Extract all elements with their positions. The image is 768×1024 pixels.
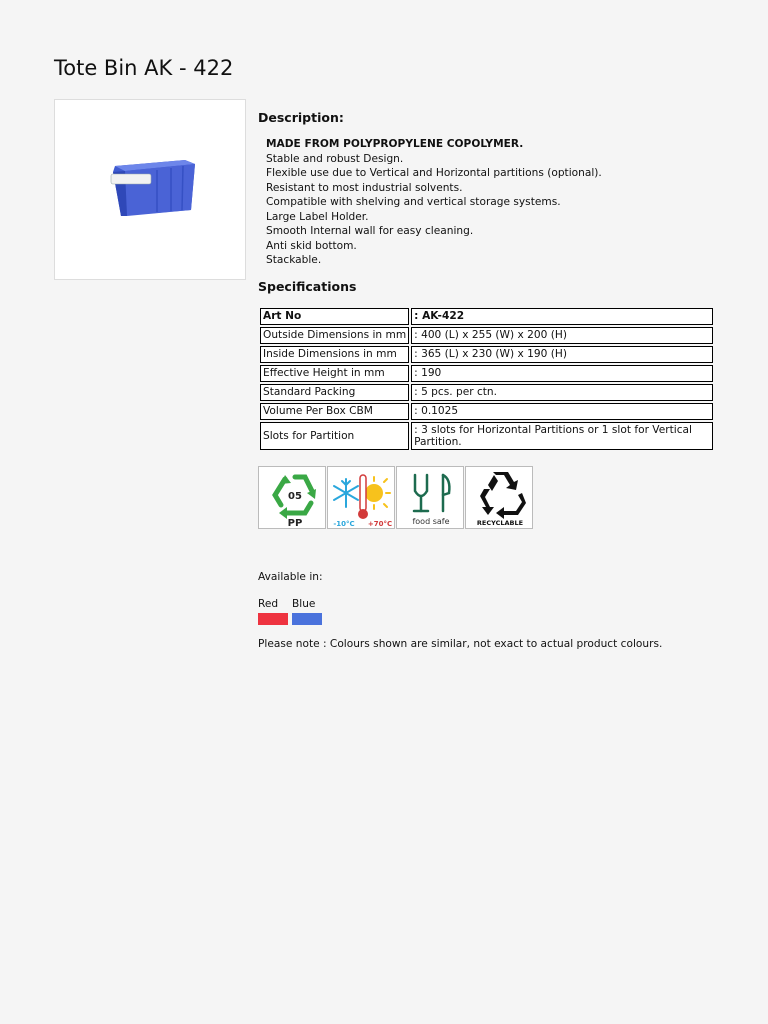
- list-item: Resistant to most industrial solvents.: [266, 181, 463, 194]
- food-safe-icon: [396, 466, 464, 529]
- recycle-pp-icon: [258, 466, 326, 529]
- product-image: [54, 99, 246, 280]
- swatch-name: Red: [258, 598, 279, 610]
- description-heading: Description:: [258, 110, 344, 125]
- table-row: [260, 327, 713, 344]
- color-option-blue: [292, 598, 322, 625]
- spec-label: Outside Dimensions in mm: [260, 327, 409, 344]
- temperature-high: +70°C: [367, 520, 393, 528]
- spec-label: Standard Packing: [260, 384, 409, 401]
- food-safe-label: food safe: [412, 517, 450, 526]
- available-in-label: Available in:: [258, 571, 323, 583]
- pp-number: 05: [288, 491, 302, 502]
- spec-value: : 190: [411, 365, 713, 382]
- spec-label: Volume Per Box CBM: [260, 403, 409, 420]
- color-option-red: [258, 598, 288, 625]
- page-title: Tote Bin AK - 422: [54, 56, 234, 80]
- spec-label: Effective Height in mm: [260, 365, 409, 382]
- colour-note: Please note : Colours shown are similar, not exact to actual product colours.: [258, 638, 663, 650]
- table-row: [260, 422, 713, 450]
- tote-bin-image: [107, 152, 197, 222]
- color-swatch: [258, 613, 288, 625]
- specifications-heading: Specifications: [258, 279, 357, 294]
- list-item: Stable and robust Design.: [266, 152, 404, 165]
- spec-label: Inside Dimensions in mm: [260, 346, 409, 363]
- spec-label: Art No: [260, 308, 409, 325]
- spec-value: : 0.1025: [411, 403, 713, 420]
- temperature-low: -10°C: [333, 520, 355, 528]
- feature-icons: [258, 466, 534, 529]
- color-swatch: [292, 613, 322, 625]
- table-row: [260, 308, 713, 325]
- description-list: [266, 137, 602, 268]
- pp-label: PP: [287, 518, 303, 529]
- temperature-range-icon: [327, 466, 395, 529]
- list-item: Smooth Internal wall for easy cleaning.: [266, 225, 474, 237]
- table-row: [260, 346, 713, 363]
- list-item: Large Label Holder.: [266, 210, 369, 223]
- specifications-table: [258, 306, 715, 452]
- spec-value: : AK-422: [411, 308, 713, 325]
- recyclable-icon: [465, 466, 533, 529]
- spec-value: : 400 (L) x 255 (W) x 200 (H): [411, 327, 713, 344]
- list-item: Stackable.: [266, 254, 322, 266]
- spec-label: Slots for Partition: [260, 422, 409, 450]
- list-item: Anti skid bottom.: [266, 239, 357, 252]
- recyclable-label: RECYCLABLE: [476, 519, 524, 527]
- list-item: Flexible use due to Vertical and Horizontal partitions (optional).: [266, 167, 602, 179]
- list-item: Compatible with shelving and vertical storage systems.: [266, 196, 561, 208]
- swatch-name: Blue: [292, 598, 316, 610]
- spec-value: : 365 (L) x 230 (W) x 190 (H): [411, 346, 713, 363]
- table-row: [260, 365, 713, 382]
- table-row: [260, 384, 713, 401]
- table-row: [260, 403, 713, 420]
- list-item: MADE FROM POLYPROPYLENE COPOLYMER.: [266, 138, 524, 150]
- color-swatches: [258, 598, 326, 625]
- spec-value: : 5 pcs. per ctn.: [411, 384, 713, 401]
- spec-value: : 3 slots for Horizontal Partitions or 1 slot for Vertical Partition.: [411, 422, 713, 450]
